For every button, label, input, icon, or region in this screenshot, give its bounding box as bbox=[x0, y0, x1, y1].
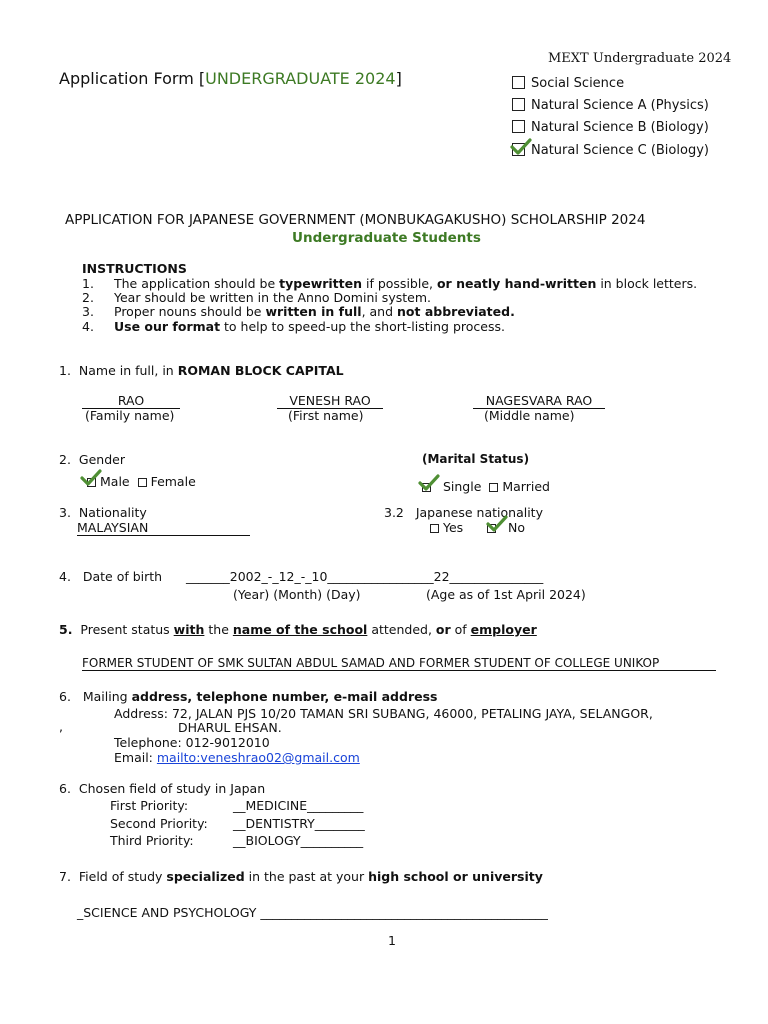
category-label: Natural Science B (Biology) bbox=[531, 120, 709, 135]
q1-label: 1. Name in full, in ROMAN BLOCK CAPITAL bbox=[59, 363, 344, 378]
age-caption: (Age as of 1st April 2024) bbox=[426, 587, 586, 602]
instructions-heading: INSTRUCTIONS bbox=[82, 261, 187, 276]
category-label: Natural Science C (Biology) bbox=[531, 143, 709, 158]
checkbox[interactable] bbox=[512, 120, 525, 133]
gender-options bbox=[87, 474, 196, 489]
email-link[interactable]: mailto:veneshrao02@gmail.com bbox=[156, 750, 360, 765]
marital-status-label: (Marital Status) bbox=[422, 452, 530, 466]
date-of-birth-captions: (Year) (Month) (Day) bbox=[233, 587, 361, 602]
japanese-nationality-options bbox=[430, 520, 525, 535]
q4-label: 4. Date of birth bbox=[59, 569, 163, 584]
telephone: Telephone: 012-9012010 bbox=[114, 735, 270, 750]
checkbox[interactable] bbox=[512, 98, 525, 111]
instruction-item-1: 1. The application should be typewritten if possible, or neatly hand-written in block letters. bbox=[82, 276, 698, 291]
second-priority-value[interactable]: __DENTISTRY________ bbox=[233, 816, 365, 831]
no-label: No bbox=[507, 520, 525, 535]
checkbox[interactable] bbox=[512, 76, 525, 89]
instruction-item-2: 2. Year should be written in the Anno Domini system. bbox=[82, 290, 431, 305]
form-title-prefix: Application Form [ bbox=[59, 69, 206, 88]
q6b-label: 6. Chosen field of study in Japan bbox=[59, 781, 266, 796]
marital-options bbox=[422, 479, 550, 494]
first-name-value: VENESH RAO bbox=[277, 393, 383, 409]
first-name-field[interactable] bbox=[277, 393, 383, 409]
check-mark-icon bbox=[486, 515, 508, 533]
form-title bbox=[59, 69, 402, 88]
instruction-item-3: 3. Proper nouns should be written in full, and not abbreviated. bbox=[82, 304, 515, 319]
q5-label: 5. Present status with the name of the school attended, or of employer bbox=[59, 622, 537, 637]
main-title: APPLICATION FOR JAPANESE GOVERNMENT (MONBUKAGAKUSHO) SCHOLARSHIP 2024 bbox=[65, 212, 646, 228]
category-natural-science-c[interactable] bbox=[512, 143, 709, 158]
check-mark-icon bbox=[80, 469, 102, 487]
nationality-value: MALAYSIAN bbox=[77, 520, 250, 536]
form-title-highlight: UNDERGRADUATE 2024 bbox=[205, 69, 396, 88]
category-label: Social Science bbox=[531, 76, 625, 91]
family-name-field[interactable] bbox=[82, 393, 180, 409]
nationality-field[interactable] bbox=[77, 520, 250, 536]
stray-comma: , bbox=[59, 719, 63, 734]
third-priority-value[interactable]: __BIOLOGY__________ bbox=[233, 833, 364, 848]
header-top-right: MEXT Undergraduate 2024 bbox=[548, 51, 732, 66]
field-of-study-value[interactable]: _SCIENCE AND PSYCHOLOGY ______________________________________________ bbox=[77, 905, 548, 920]
address-line-1: Address: 72, JALAN PJS 10/20 TAMAN SRI SUBANG, 46000, PETALING JAYA, SELANGOR, bbox=[114, 706, 653, 721]
q2-label: 2. Gender bbox=[59, 452, 125, 467]
category-social-science[interactable] bbox=[512, 76, 624, 91]
married-label: Married bbox=[502, 479, 550, 494]
single-label: Single bbox=[442, 479, 482, 494]
check-mark-icon bbox=[418, 474, 440, 492]
second-priority-label: Second Priority: bbox=[110, 816, 208, 831]
present-status-value: FORMER STUDENT OF SMK SULTAN ABDUL SAMAD AND FORMER STUDENT OF COLLEGE UNIKOP bbox=[82, 656, 716, 671]
page-number: 1 bbox=[388, 933, 396, 948]
check-mark-icon bbox=[510, 138, 532, 156]
family-name-value: RAO bbox=[82, 393, 180, 409]
q7-label: 7. Field of study specialized in the past at your high school or university bbox=[59, 869, 543, 884]
category-natural-science-b[interactable] bbox=[512, 120, 709, 135]
category-natural-science-a[interactable] bbox=[512, 98, 709, 113]
yes-checkbox[interactable] bbox=[430, 524, 439, 533]
female-checkbox[interactable] bbox=[138, 478, 147, 487]
married-checkbox[interactable] bbox=[489, 483, 498, 492]
first-name-caption: (First name) bbox=[288, 408, 364, 423]
family-name-caption: (Family name) bbox=[85, 408, 175, 423]
first-priority-value[interactable]: __MEDICINE_________ bbox=[233, 798, 364, 813]
third-priority-label: Third Priority: bbox=[110, 833, 194, 848]
japanese-nationality-label: 3.2 Japanese nationality bbox=[384, 505, 543, 520]
email-row bbox=[114, 750, 360, 765]
female-label: Female bbox=[150, 474, 196, 489]
q6-label: 6. Mailing address, telephone number, e-mail address bbox=[59, 689, 438, 704]
yes-label: Yes bbox=[443, 520, 464, 535]
category-label: Natural Science A (Physics) bbox=[531, 98, 709, 113]
present-status-field[interactable] bbox=[82, 656, 716, 671]
form-title-suffix: ] bbox=[395, 69, 402, 88]
middle-name-caption: (Middle name) bbox=[484, 408, 575, 423]
date-of-birth-field[interactable]: _______2002_-_12_-_10_________________22_______________ bbox=[186, 569, 544, 584]
middle-name-field[interactable] bbox=[473, 393, 605, 409]
male-label: Male bbox=[100, 474, 130, 489]
q3-label: 3. Nationality bbox=[59, 505, 147, 520]
instruction-item-4: 4. Use our format to help to speed-up the short-listing process. bbox=[82, 319, 505, 334]
email-label: Email: bbox=[114, 750, 157, 765]
address-line-2: DHARUL EHSAN. bbox=[178, 720, 282, 735]
subtitle: Undergraduate Students bbox=[292, 230, 481, 246]
middle-name-value: NAGESVARA RAO bbox=[473, 393, 605, 409]
first-priority-label: First Priority: bbox=[110, 798, 189, 813]
